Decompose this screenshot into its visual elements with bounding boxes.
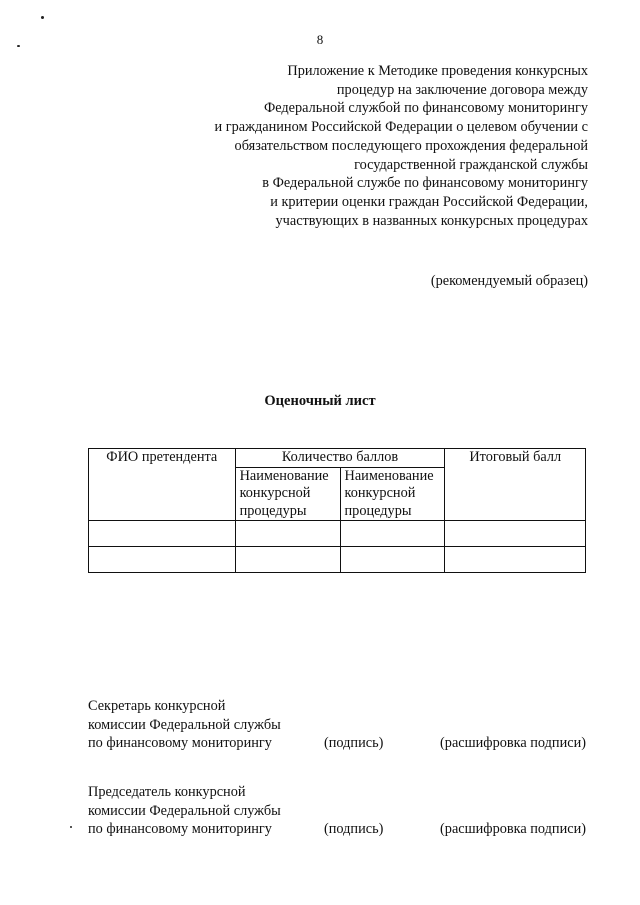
scan-speck-dot: [70, 826, 72, 828]
subheader-procedure: [340, 467, 445, 521]
appendix-line: государственной гражданской службы: [354, 156, 588, 173]
appendix-line: Приложение к Методике проведения конкурсных: [287, 63, 588, 79]
header-points: Количество баллов: [235, 449, 445, 468]
table-header-row: [89, 449, 586, 468]
table-cell: [340, 521, 445, 547]
signature-line: [88, 734, 588, 753]
subheader-line: Наименование: [344, 467, 434, 484]
table-cell: [340, 547, 445, 573]
signature-placeholder: (подпись): [324, 821, 384, 838]
appendix-line: и критерии оценки граждан Российской Федерации,: [270, 193, 588, 210]
scan-speck-dot: [41, 16, 44, 19]
table-cell: [235, 547, 340, 573]
appendix-header: [108, 62, 588, 230]
table-cell: [235, 521, 340, 547]
evaluation-table: [88, 448, 586, 573]
signature-decoding-placeholder: (расшифровка подписи): [440, 821, 586, 838]
signature-role-line: комиссии Федеральной службы: [88, 716, 281, 733]
appendix-line: Федеральной службой по финансовому мониторингу: [263, 100, 588, 117]
chairman-signature-block: [88, 783, 588, 839]
signature-decoding-placeholder: (расшифровка подписи): [440, 735, 586, 752]
subheader-procedure: [235, 467, 340, 521]
sample-label: (рекомендуемый образец): [430, 273, 588, 289]
subheader-line: Наименование: [239, 467, 329, 484]
secretary-signature-block: [88, 697, 588, 753]
header-total: Итоговый балл: [445, 449, 586, 521]
table-cell: [445, 547, 586, 573]
table-row: [89, 521, 586, 547]
signature-role-line: комиссии Федеральной службы: [88, 802, 281, 819]
appendix-line: процедур на заключение договора между: [336, 81, 588, 98]
signature-role-line: Председатель конкурсной: [88, 784, 246, 800]
table-row: [89, 547, 586, 573]
subheader-line: конкурсной: [239, 485, 311, 501]
appendix-line: участвующих в названных конкурсных процедурах: [275, 212, 588, 229]
signature-placeholder: (подпись): [324, 735, 384, 752]
subheader-line: процедуры: [239, 502, 307, 519]
subheader-line: процедуры: [344, 502, 412, 519]
table-cell: [445, 521, 586, 547]
signature-line: [88, 820, 588, 839]
header-fio: ФИО претендента: [89, 449, 236, 521]
table-cell: [89, 547, 236, 573]
appendix-line: обязательством последующего прохождения федеральной: [234, 137, 588, 154]
table-cell: [89, 521, 236, 547]
document-title: Оценочный лист: [264, 393, 376, 409]
page-number: 8: [316, 32, 324, 47]
signature-role-line: по финансовому мониторингу: [88, 821, 272, 838]
signature-role-line: Секретарь конкурсной: [88, 698, 226, 714]
signature-role-line: по финансовому мониторингу: [88, 735, 272, 752]
appendix-line: и гражданином Российской Федерации о целевом обучении с: [214, 119, 588, 136]
appendix-line: в Федеральной службе по финансовому мониторингу: [262, 175, 588, 192]
subheader-line: конкурсной: [344, 485, 416, 501]
